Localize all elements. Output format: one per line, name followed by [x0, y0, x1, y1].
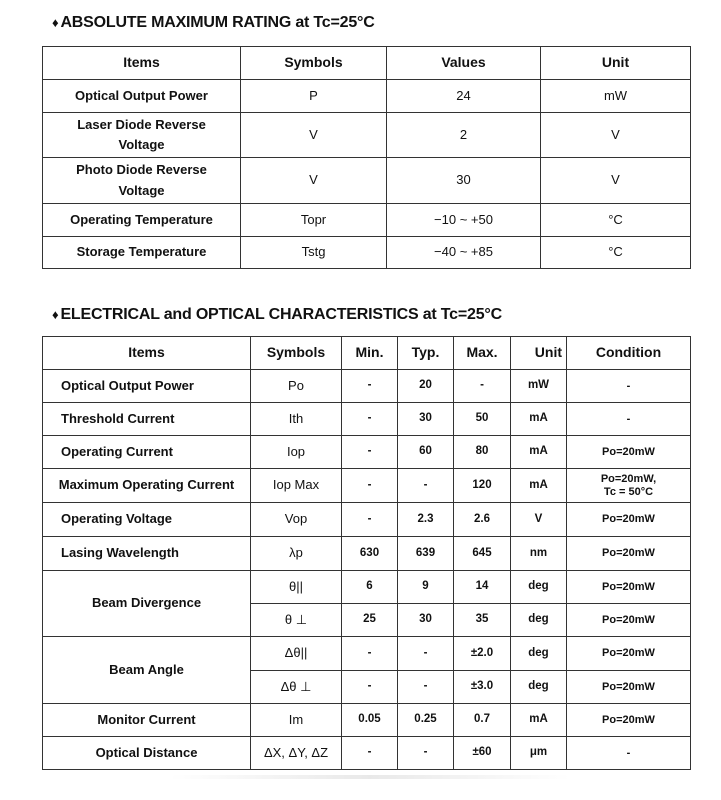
max-cell: 14: [454, 571, 511, 604]
condition-cell: Po=20mW: [567, 436, 691, 469]
unit-cell: μm: [511, 737, 567, 770]
max-cell: 2.6: [454, 503, 511, 537]
max-cell: 50: [454, 403, 511, 436]
item-cell: Beam Divergence: [43, 571, 251, 637]
condition-cell: Po=20mW: [567, 503, 691, 537]
item-cell: Lasing Wavelength: [43, 537, 251, 571]
typ-cell: 639: [398, 537, 454, 571]
table-header-row: [43, 337, 691, 370]
min-cell: -: [342, 436, 398, 469]
item-cell: Optical Distance: [43, 737, 251, 770]
max-cell: 120: [454, 469, 511, 503]
table-row: [43, 158, 691, 204]
value-cell: −40 ~ +85: [387, 237, 541, 269]
max-cell: 645: [454, 537, 511, 571]
diamond-bullet-icon: ♦: [52, 307, 59, 322]
symbol-cell: λp: [251, 537, 342, 571]
symbol-cell: Iop Max: [251, 469, 342, 503]
section-title-text: ABSOLUTE MAXIMUM RATING at Tc=25°C: [60, 14, 375, 31]
header-items: Items: [43, 47, 241, 80]
value-cell: 2: [387, 113, 541, 158]
unit-cell: mA: [511, 704, 567, 737]
unit-cell: mA: [511, 469, 567, 503]
value-cell: −10 ~ +50: [387, 204, 541, 237]
unit-cell: mW: [511, 370, 567, 403]
table-row: [43, 571, 691, 604]
symbol-cell: ΔX, ΔY, ΔZ: [251, 737, 342, 770]
item-cell: Threshold Current: [43, 403, 251, 436]
max-cell: 80: [454, 436, 511, 469]
table-row: [43, 237, 691, 269]
table-row: [43, 637, 691, 671]
typ-cell: -: [398, 671, 454, 704]
typ-cell: 2.3: [398, 503, 454, 537]
max-cell: ±2.0: [454, 637, 511, 671]
item-cell: Photo Diode Reverse Voltage: [43, 158, 241, 204]
table-row: [43, 436, 691, 469]
section-title-absolute-max: [52, 14, 375, 32]
header-max: Max.: [454, 337, 511, 370]
table-row: [43, 370, 691, 403]
max-cell: ±60: [454, 737, 511, 770]
min-cell: 6: [342, 571, 398, 604]
condition-line-2: Tc = 50°C: [603, 485, 654, 498]
condition-line-1: Po=20mW,: [600, 472, 657, 485]
header-items: Items: [43, 337, 251, 370]
section-title-text: ELECTRICAL and OPTICAL CHARACTERISTICS at Tc=25°C: [60, 306, 502, 323]
item-cell: Beam Angle: [43, 637, 251, 704]
value-cell: 24: [387, 80, 541, 113]
item-cell: Laser Diode Reverse Voltage: [43, 113, 241, 158]
symbol-cell: Topr: [241, 204, 387, 237]
symbol-cell: θ||: [251, 571, 342, 604]
symbol-cell: Iop: [251, 436, 342, 469]
unit-cell: mW: [541, 80, 691, 113]
header-symbols: Symbols: [251, 337, 342, 370]
min-cell: -: [342, 671, 398, 704]
header-min: Min.: [342, 337, 398, 370]
symbol-cell: Ith: [251, 403, 342, 436]
max-cell: -: [454, 370, 511, 403]
header-unit: Unit: [511, 337, 567, 370]
condition-cell: -: [567, 737, 691, 770]
typ-cell: 60: [398, 436, 454, 469]
item-cell: Operating Voltage: [43, 503, 251, 537]
symbol-cell: Po: [251, 370, 342, 403]
unit-cell: V: [541, 113, 691, 158]
condition-cell: Po=20mW: [567, 537, 691, 571]
symbol-cell: θ ⊥: [251, 604, 342, 637]
condition-cell: Po=20mW: [567, 604, 691, 637]
unit-cell: deg: [511, 637, 567, 671]
table-row: [43, 113, 691, 158]
symbol-cell: Vop: [251, 503, 342, 537]
item-cell: Optical Output Power: [43, 370, 251, 403]
table-row: [43, 537, 691, 571]
section-title-electrical-optical: [52, 306, 502, 324]
typ-cell: 9: [398, 571, 454, 604]
typ-cell: 30: [398, 604, 454, 637]
unit-cell: nm: [511, 537, 567, 571]
item-cell: Optical Output Power: [43, 80, 241, 113]
unit-cell: deg: [511, 671, 567, 704]
unit-cell: deg: [511, 604, 567, 637]
min-cell: -: [342, 370, 398, 403]
header-typ: Typ.: [398, 337, 454, 370]
symbol-cell: Δθ||: [251, 637, 342, 671]
symbol-cell: V: [241, 158, 387, 204]
header-condition: Condition: [567, 337, 691, 370]
max-cell: 35: [454, 604, 511, 637]
header-unit: Unit: [541, 47, 691, 80]
typ-cell: 20: [398, 370, 454, 403]
bottom-divider: [170, 775, 570, 779]
condition-cell: [567, 469, 691, 503]
item-cell: Operating Temperature: [43, 204, 241, 237]
condition-cell: Po=20mW: [567, 571, 691, 604]
condition-cell: -: [567, 370, 691, 403]
typ-cell: -: [398, 637, 454, 671]
table-row: [43, 403, 691, 436]
min-cell: -: [342, 469, 398, 503]
min-cell: -: [342, 503, 398, 537]
header-symbols: Symbols: [241, 47, 387, 80]
condition-cell: Po=20mW: [567, 671, 691, 704]
min-cell: -: [342, 403, 398, 436]
unit-cell: deg: [511, 571, 567, 604]
unit-cell: mA: [511, 436, 567, 469]
table-row: [43, 204, 691, 237]
item-cell: Operating Current: [43, 436, 251, 469]
min-cell: 630: [342, 537, 398, 571]
condition-cell: -: [567, 403, 691, 436]
min-cell: 0.05: [342, 704, 398, 737]
value-cell: 30: [387, 158, 541, 204]
table-row: [43, 80, 691, 113]
min-cell: 25: [342, 604, 398, 637]
max-cell: 0.7: [454, 704, 511, 737]
diamond-bullet-icon: ♦: [52, 15, 59, 30]
table-row: [43, 704, 691, 737]
header-values: Values: [387, 47, 541, 80]
typ-cell: -: [398, 737, 454, 770]
condition-cell: Po=20mW: [567, 704, 691, 737]
min-cell: -: [342, 637, 398, 671]
symbol-cell: P: [241, 80, 387, 113]
symbol-cell: V: [241, 113, 387, 158]
min-cell: -: [342, 737, 398, 770]
symbol-cell: Tstg: [241, 237, 387, 269]
table-row: [43, 503, 691, 537]
item-cell: Maximum Operating Current: [43, 469, 251, 503]
unit-cell: V: [541, 158, 691, 204]
symbol-cell: Δθ ⊥: [251, 671, 342, 704]
absolute-max-rating-table: [42, 46, 691, 269]
max-cell: ±3.0: [454, 671, 511, 704]
unit-cell: °C: [541, 237, 691, 269]
table-header-row: [43, 47, 691, 80]
item-cell: Storage Temperature: [43, 237, 241, 269]
symbol-cell: Im: [251, 704, 342, 737]
typ-cell: 0.25: [398, 704, 454, 737]
item-cell: Monitor Current: [43, 704, 251, 737]
condition-cell: Po=20mW: [567, 637, 691, 671]
unit-cell: V: [511, 503, 567, 537]
typ-cell: 30: [398, 403, 454, 436]
table-row: [43, 469, 691, 503]
typ-cell: -: [398, 469, 454, 503]
unit-cell: °C: [541, 204, 691, 237]
unit-cell: mA: [511, 403, 567, 436]
table-row: [43, 737, 691, 770]
electrical-optical-characteristics-table: [42, 336, 691, 770]
